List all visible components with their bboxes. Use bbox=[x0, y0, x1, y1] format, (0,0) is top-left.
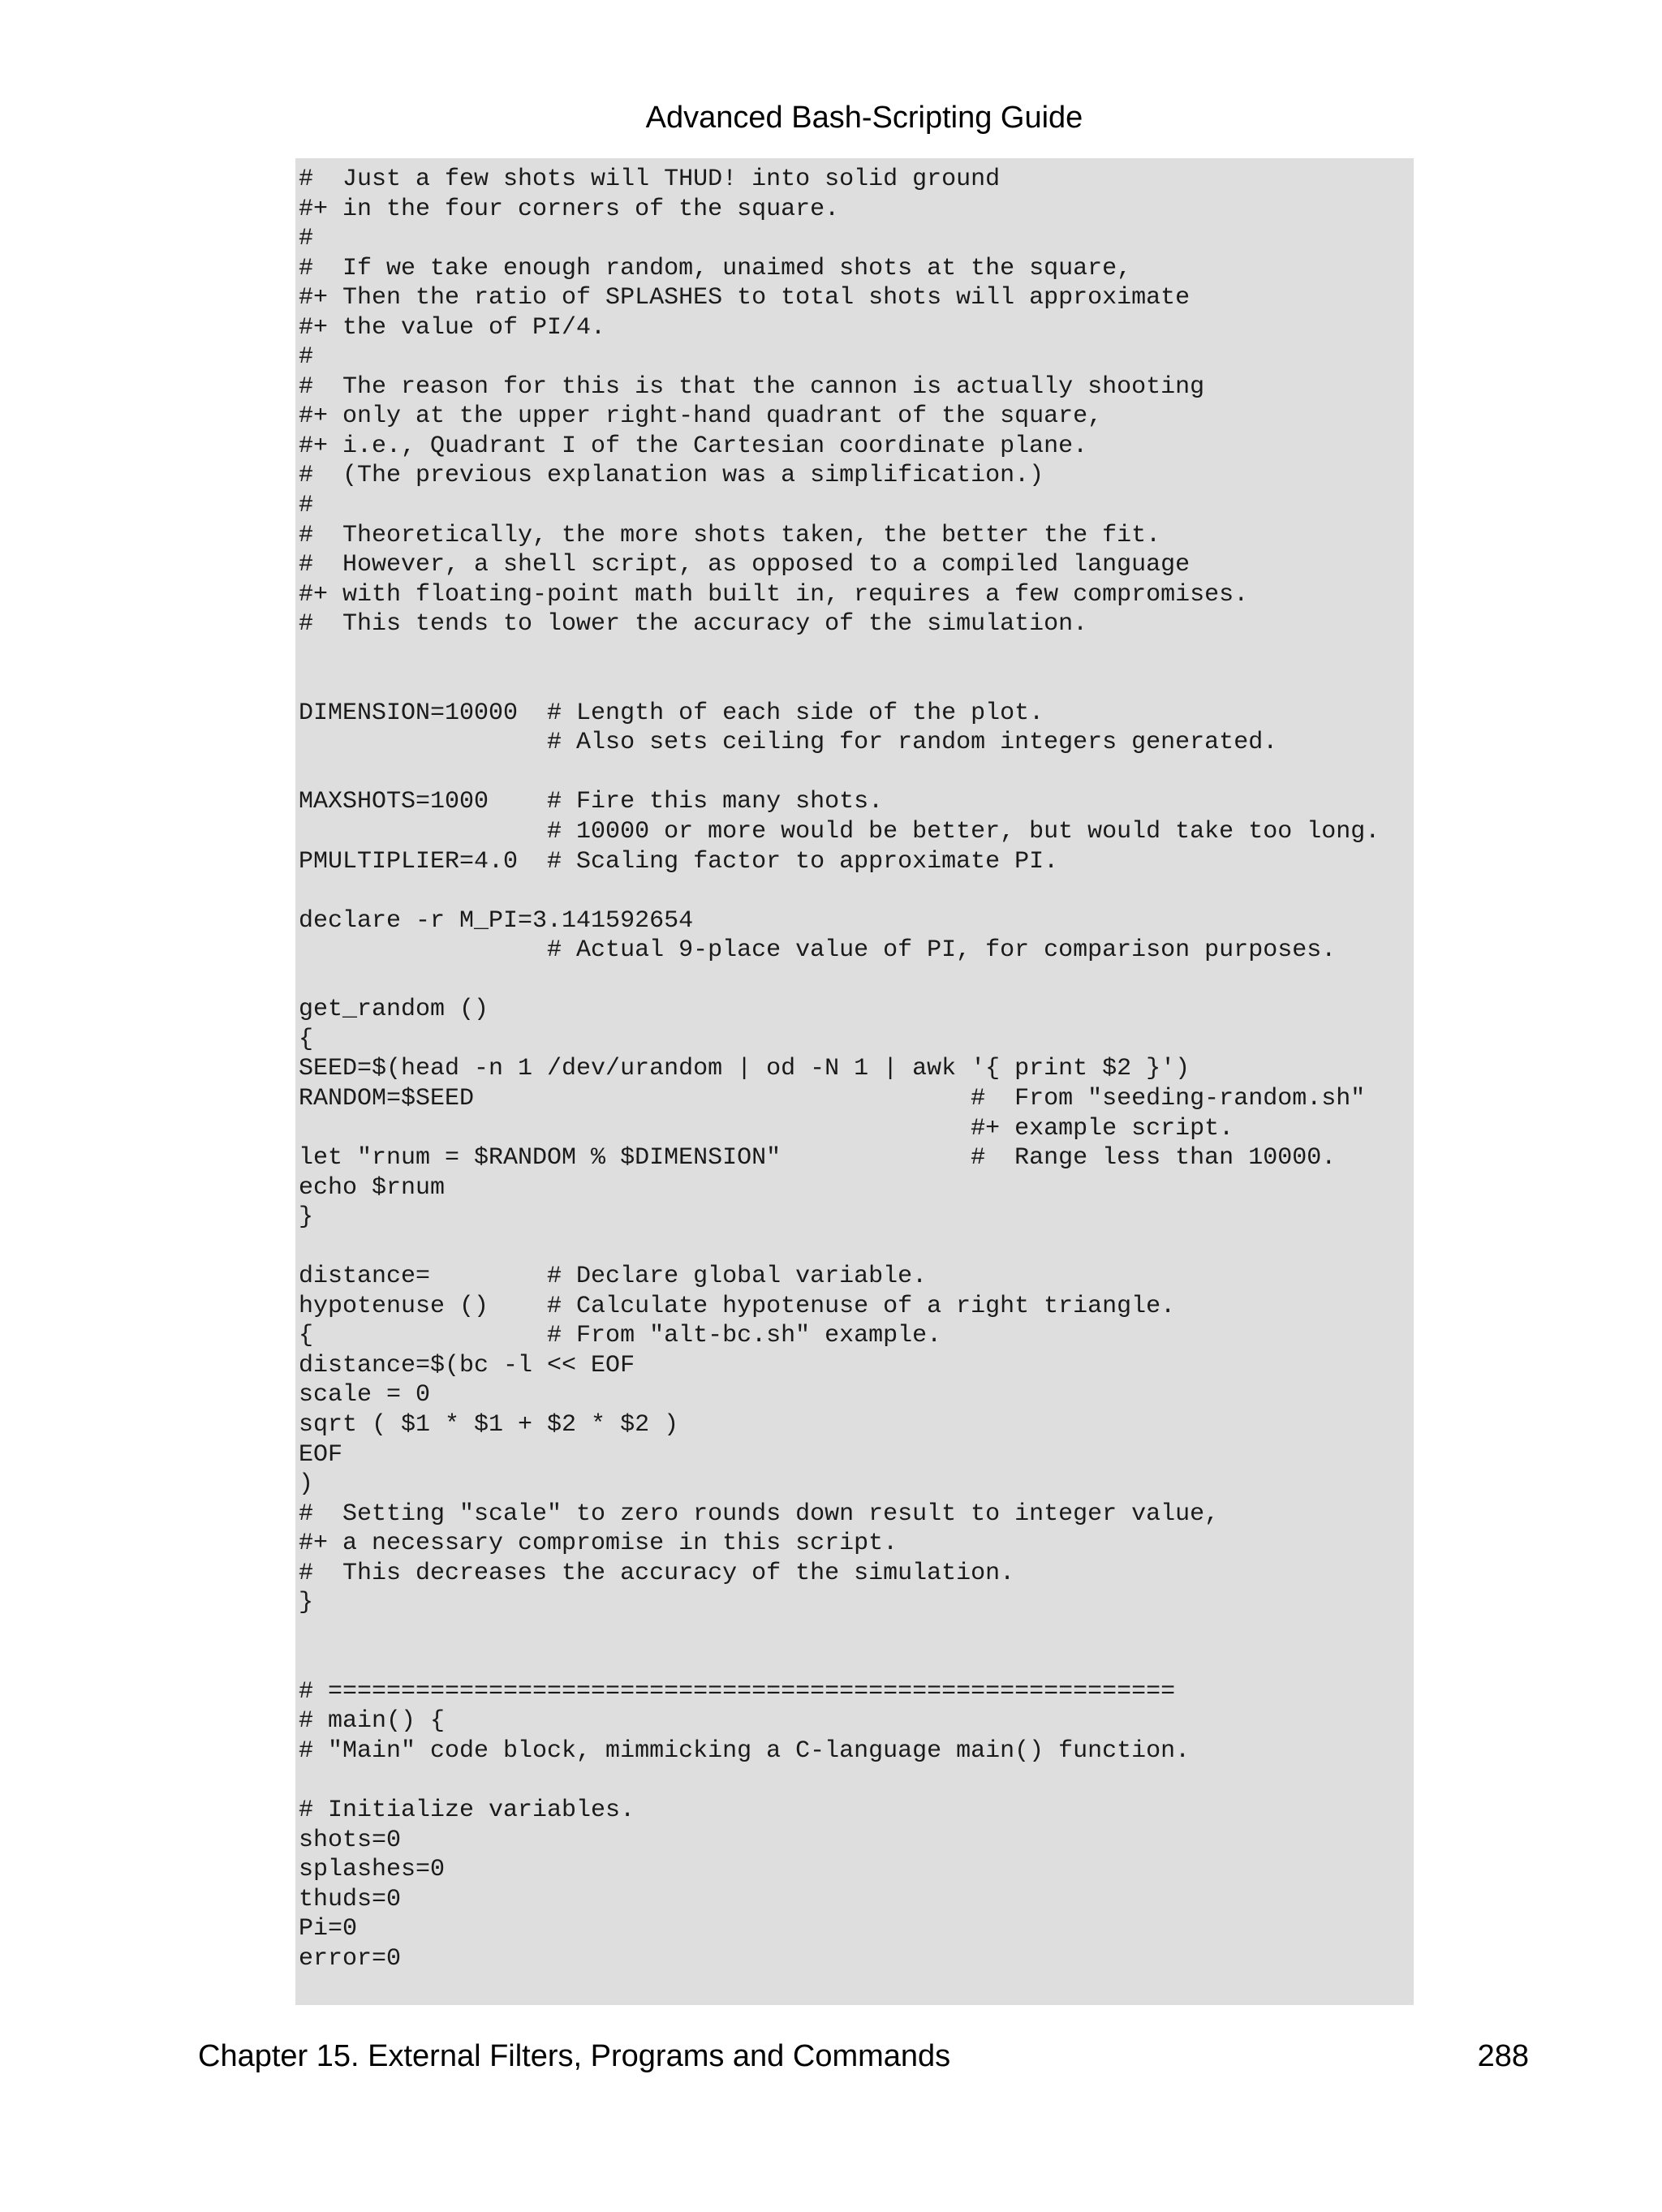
page-number: 288 bbox=[1477, 2039, 1529, 2073]
chapter-title: Chapter 15. External Filters, Programs and Commands bbox=[198, 2039, 951, 2073]
code-listing bbox=[295, 158, 1414, 2005]
code-text: # Just a few shots will THUD! into solid ground #+ in the four corners of the square. # # If we take enough random, unaimed shots at the square, #+ Then the ratio of SPLASHES to total shots will approximate #+ the value of PI/4. # # The reason for this is that the cannon is actually shooting #+ only at the upper right-hand quadrant of the square, #+ i.e., Quadrant I of the Cartesian coordinate plane. # (The previous explanation was a simplification.) # # Theoretically, the more shots taken, the better the fit. # However, a shell script, as opposed to a compiled language #+ with floating-point math built in, requires a few compromises. # This tends to lower the accuracy of the simulation. DIMENSION=10000 # Length of each side of the plot. # Also sets ceiling for random integers generated. MAXSHOTS=1000 # Fire this many shots. # 10000 or more would be better, but would take too long. PMULTIPLIER=4.0 # Scaling factor to approximate PI. declare -r M_PI=3.141592654 # Actual 9-place value of PI, for comparison purposes. get_random () { SEED=$(head -n 1 /dev/urandom | od -N 1 | awk '{ print $2 }') RANDOM=$SEED # From "seeding-random.sh" #+ example script. let "rnum = $RANDOM % $DIMENSION" # Range less than 10000. echo $rnum } distance= # Declare global variable. hypotenuse () # Calculate hypotenuse of a right triangle. { # From "alt-bc.sh" example. distance=$(bc -l << EOF scale = 0 sqrt ( $1 * $1 + $2 * $2 ) EOF ) # Setting "scale" to zero rounds down result to integer value, #+ a necessary compromise in this script. # This decreases the accuracy of the simulation. } # ========================================================== # main() { # "Main" code block, mimmicking a C-language main() function. # Initialize variables. shots=0 splashes=0 thuds=0 Pi=0 error=0 bbox=[299, 166, 1380, 1973]
page-header: Advanced Bash-Scripting Guide bbox=[645, 101, 1083, 135]
